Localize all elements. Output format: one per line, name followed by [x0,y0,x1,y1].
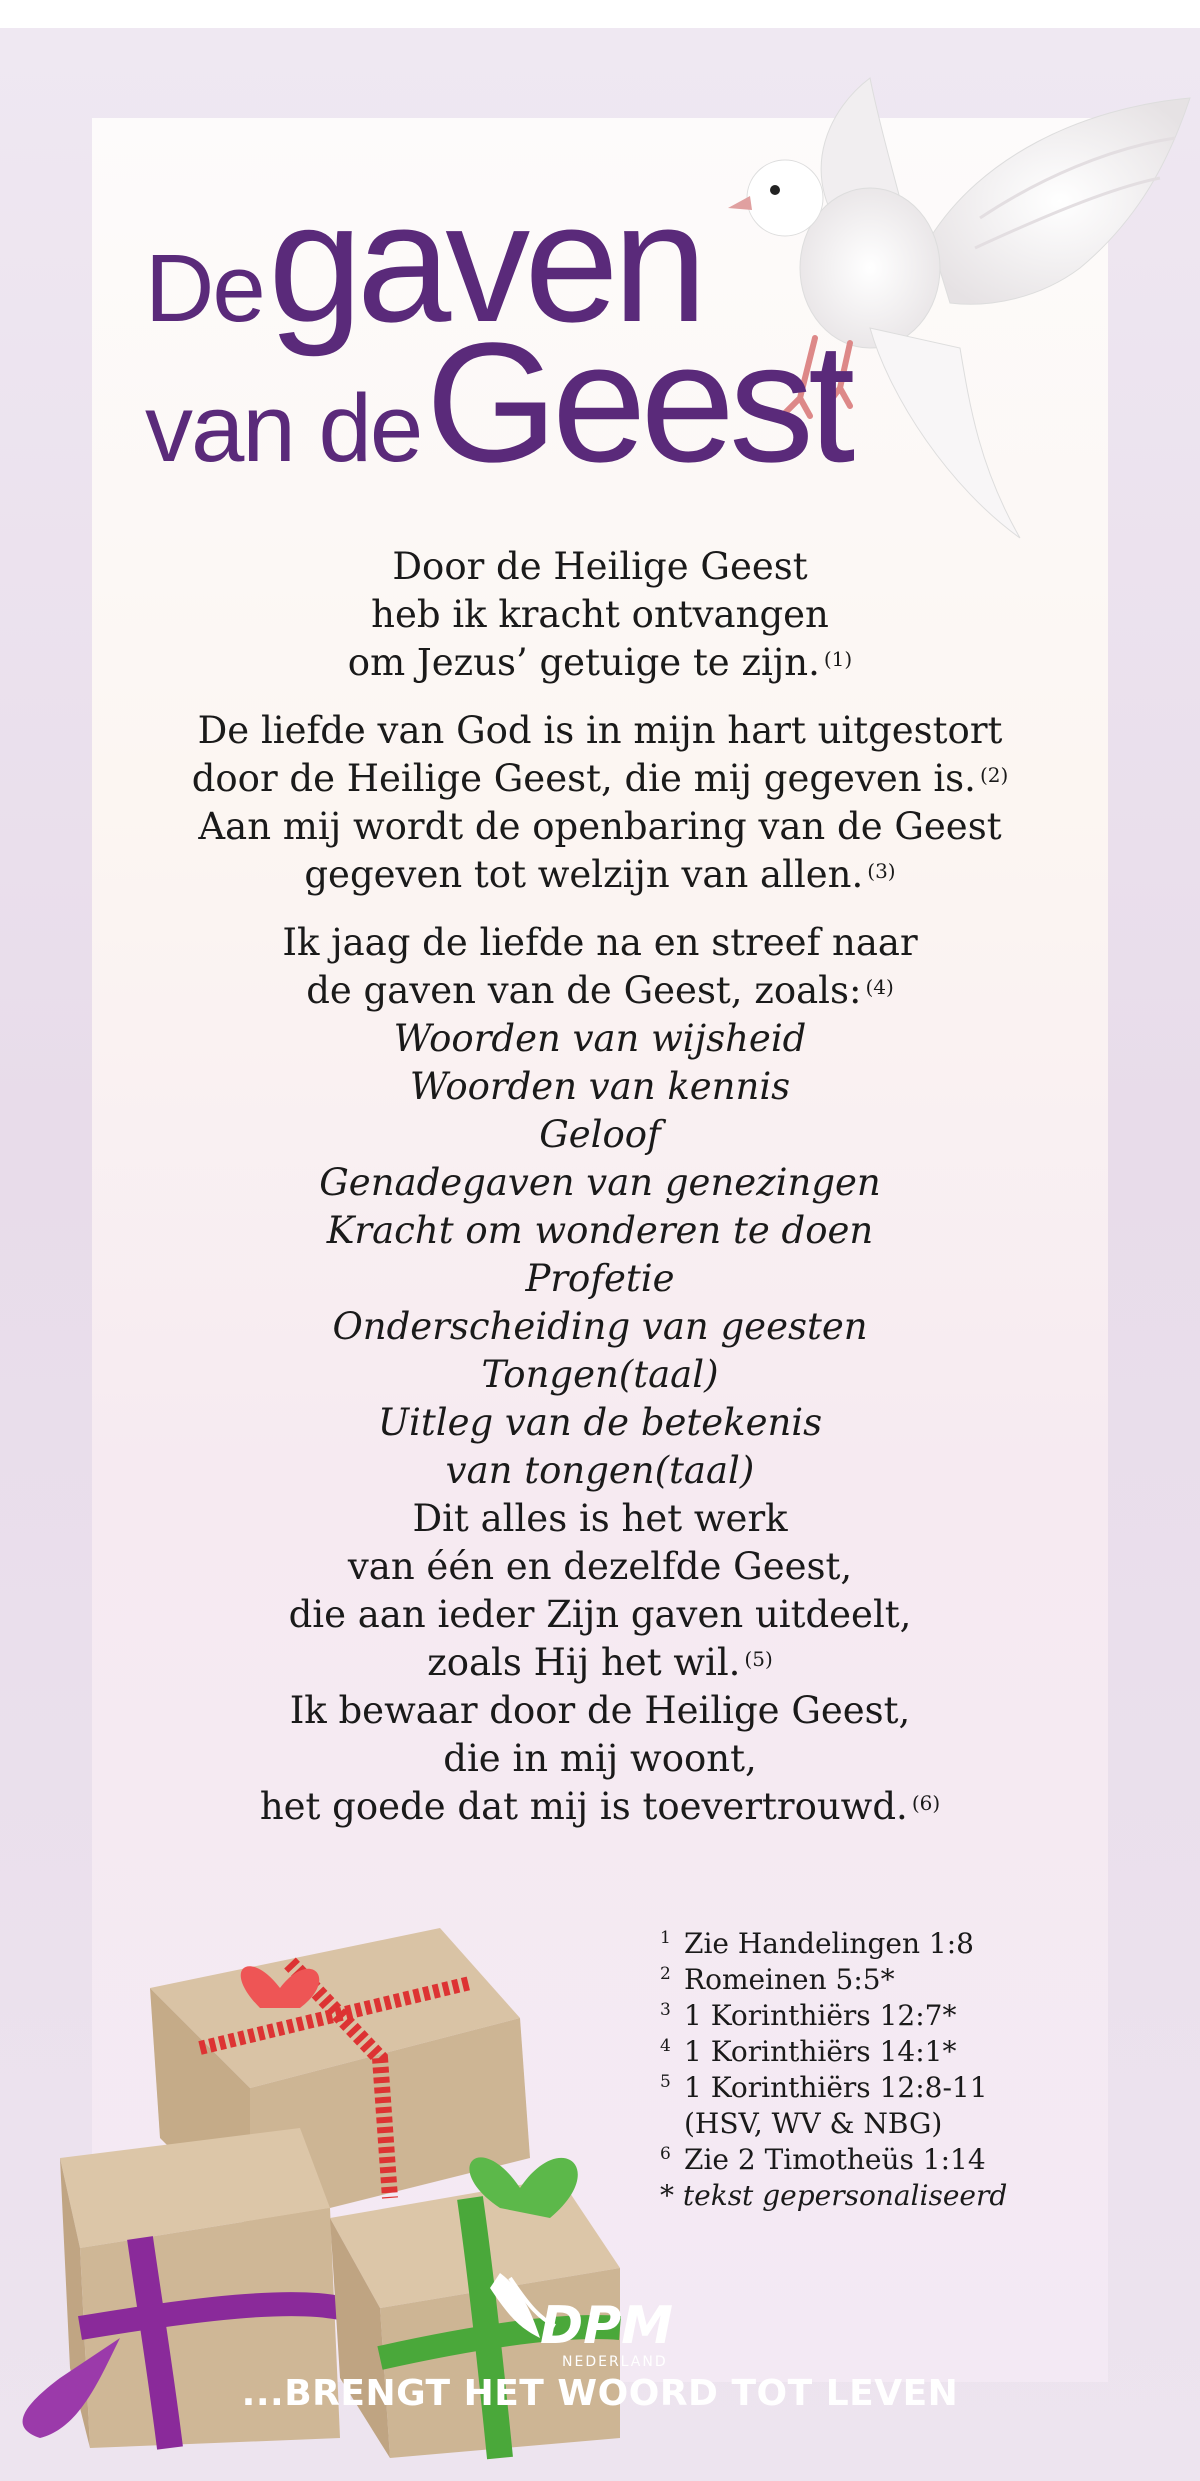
logo-name: DPM [540,2296,674,2356]
line-text: gegeven tot welzijn van allen. [304,853,864,896]
line-text: om Jezus’ getuige te zijn. [347,641,820,684]
reference-text: 1 Korinthiërs 14:1* [684,2035,957,2068]
references [660,1926,1007,2214]
text-line [150,591,1050,639]
text-line [150,1399,1050,1447]
text-line [150,755,1050,803]
line-text: Tongen(taal) [481,1353,719,1396]
text-line [150,1063,1050,1111]
reference-text: Zie Handelingen 1:8 [684,1927,974,1960]
text-line [150,1207,1050,1255]
reference-item [660,2070,1007,2106]
reference-text: 1 Korinthiërs 12:7* [684,1999,957,2032]
text-line [150,919,1050,967]
poster [0,28,1200,2481]
reference-item [660,1998,1007,2034]
reference-text: (HSV, WV & NBG) [684,2107,943,2140]
reference-number: 2 [660,1964,671,1984]
text-line [150,1303,1050,1351]
slogan: ...BRENGT HET WOORD TOT LEVEN [241,2373,959,2414]
line-text: de gaven van de Geest, zoals: [306,969,862,1012]
personalized-note: * tekst gepersonaliseerd [660,2179,1008,2212]
footnote-marker: (2) [979,763,1009,787]
reference-item [660,2142,1007,2178]
line-text: Woorden van wijsheid [393,1017,807,1060]
text-line [150,803,1050,851]
text-line [150,1015,1050,1063]
reference-item [660,2106,1007,2142]
reference-number: 4 [660,2036,671,2056]
text-line [150,1543,1050,1591]
reference-item [660,1962,1007,1998]
reference-item [660,2034,1007,2070]
line-text: die aan ieder Zijn gaven uitdeelt, [288,1593,912,1636]
line-text: zoals Hij het wil. [427,1641,741,1684]
footnote-marker: (6) [911,1791,941,1815]
line-text: Profetie [525,1257,675,1300]
title-geest: Geest [425,308,850,498]
text-line [150,1687,1050,1735]
line-text: Aan mij wordt de openbaring van de Geest [198,805,1002,848]
reference-text: Zie 2 Timotheüs 1:14 [684,2143,986,2176]
paragraph-2 [150,707,1050,899]
text-line [150,1111,1050,1159]
reference-number: 1 [660,1928,671,1948]
footnote-marker: (1) [823,647,853,671]
text-line [150,1159,1050,1207]
text-line [150,707,1050,755]
title-de: De [145,235,264,342]
line-text: Onderscheiding van geesten [332,1305,868,1348]
footnote-marker: (5) [744,1647,773,1671]
line-text: van één en dezelfde Geest, [347,1545,853,1588]
text-line [150,1735,1050,1783]
line-text: Genadegaven van genezingen [319,1161,881,1204]
line-text: De liefde van God is in mijn hart uitgestort [197,709,1003,752]
text-line [150,1495,1050,1543]
text-line [150,851,1050,899]
reference-number: 6 [660,2144,671,2164]
footnote-marker: (4) [865,975,894,999]
line-text: van tongen(taal) [445,1449,755,1492]
reference-text: 1 Korinthiërs 12:8-11 [684,2071,988,2104]
line-text: die in mij woont, [443,1737,757,1780]
text-line [150,639,1050,687]
logo-sub: NEDERLAND [562,2354,668,2370]
line-text: Geloof [539,1113,661,1156]
line-text: Woorden van kennis [409,1065,791,1108]
footnote-marker: (3) [867,859,896,883]
title-van-de: van de [145,375,422,482]
text-line [150,1351,1050,1399]
line-text: heb ik kracht ontvangen [371,593,829,636]
paragraph-3 [150,919,1050,1831]
line-text: Door de Heilige Geest [392,545,808,588]
text-line [150,1783,1050,1831]
paragraph-1 [150,543,1050,687]
title-gaven: gaven [268,168,702,358]
reference-text: Romeinen 5:5* [684,1963,895,1996]
poem-text [150,543,1050,1851]
line-text: Kracht om wonderen te doen [326,1209,874,1252]
text-line [150,1255,1050,1303]
reference-number: 3 [660,2000,671,2020]
line-text: Ik bewaar door de Heilige Geest, [289,1689,911,1732]
references-list [660,1926,1007,2178]
line-text: Dit alles is het werk [412,1497,788,1540]
dpm-logo [470,2268,690,2378]
text-line [150,1591,1050,1639]
text-line [150,1447,1050,1495]
line-text: door de Heilige Geest, die mij gegeven is. [191,757,976,800]
line-text: Uitleg van de betekenis [377,1401,823,1444]
line-text: Ik jaag de liefde na en streef naar [282,921,918,964]
text-line [150,967,1050,1015]
reference-item [660,1926,1007,1962]
line-text: het goede dat mij is toevertrouwd. [259,1785,908,1828]
text-line [150,1639,1050,1687]
reference-number: 5 [660,2072,671,2092]
text-line [150,543,1050,591]
